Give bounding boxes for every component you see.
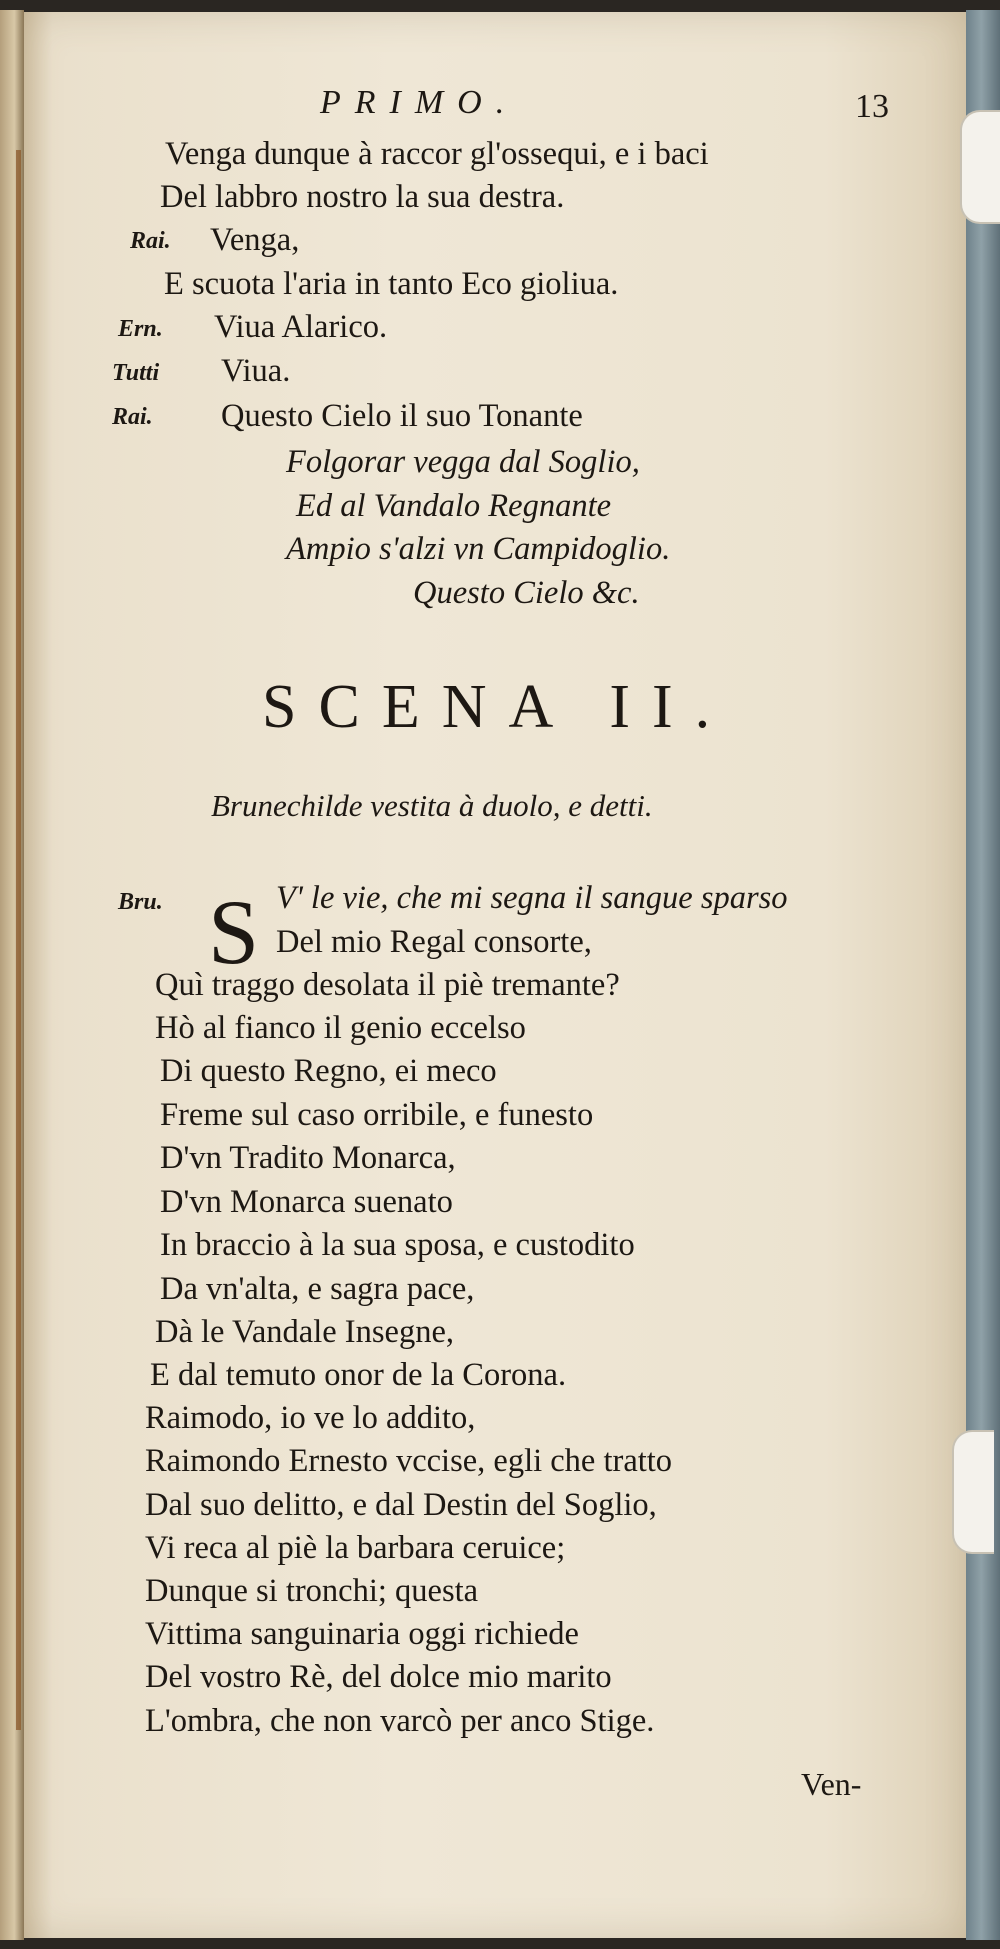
speech-line: E dal temuto onor de la Corona. xyxy=(150,1357,567,1393)
speaker-label: Tutti xyxy=(112,360,160,386)
speech-line: In braccio à la sua sposa, e custodito xyxy=(160,1227,635,1263)
speech-line: Dà le Vandale Insegne, xyxy=(155,1314,455,1350)
speech-line: D'vn Tradito Monarca, xyxy=(160,1140,456,1176)
verse-line: Del labbro nostro la sua destra. xyxy=(160,179,565,215)
binding-edge xyxy=(16,150,21,1730)
speech-line: Dunque si tronchi; questa xyxy=(145,1573,479,1609)
catchword: Ven- xyxy=(801,1766,862,1802)
drop-cap: S xyxy=(208,881,260,983)
stage-direction: Brunechilde vestita à duolo, e detti. xyxy=(211,788,653,823)
speech-line: Dal suo delitto, e dal Destin del Soglio, xyxy=(145,1487,657,1523)
speaker-label: Rai. xyxy=(130,228,171,254)
speech-line: Raimodo, io ve lo addito, xyxy=(145,1400,476,1436)
speech-line: Hò al fianco il genio eccelso xyxy=(155,1010,526,1046)
verse-line: Viua Alarico. xyxy=(214,309,388,345)
speech-line: Raimondo Ernesto vccise, egli che tratto xyxy=(145,1443,673,1479)
aria-line: Folgorar vegga dal Soglio, xyxy=(286,444,640,480)
running-title: PRIMO. xyxy=(320,84,519,121)
book-spine xyxy=(966,10,1000,1940)
speech-line: Quì traggo desolata il piè tremante? xyxy=(155,967,620,1003)
speech-line: Vittima sanguinaria oggi richiede xyxy=(145,1616,579,1652)
speech-line: L'ombra, che non varcò per anco Stige. xyxy=(145,1703,655,1739)
speech-line: Vi reca al piè la barbara ceruice; xyxy=(145,1530,566,1566)
speaker-label: Bru. xyxy=(118,889,163,915)
page-clip-top xyxy=(960,110,1000,224)
verse-line: Venga, xyxy=(210,222,300,258)
verse-line: Venga dunque à raccor gl'ossequi, e i baci xyxy=(165,136,709,172)
speaker-label: Ern. xyxy=(118,316,163,342)
verse-line: Viua. xyxy=(221,353,291,389)
speech-line: Del vostro Rè, del dolce mio marito xyxy=(145,1659,612,1695)
aria-line: Ed al Vandalo Regnante xyxy=(296,488,612,524)
speaker-label: Rai. xyxy=(112,404,153,430)
verse-line: E scuota l'aria in tanto Eco gioliua. xyxy=(164,266,619,302)
aria-line: Ampio s'alzi vn Campidoglio. xyxy=(286,531,671,567)
speech-line: Freme sul caso orribile, e funesto xyxy=(160,1097,594,1133)
speech-line: Da vn'alta, e sagra pace, xyxy=(160,1271,475,1307)
verse-line: Questo Cielo il suo Tonante xyxy=(221,398,583,434)
speech-line: Di questo Regno, ei meco xyxy=(160,1053,497,1089)
page-number: 13 xyxy=(855,88,889,125)
speech-line: Del mio Regal consorte, xyxy=(276,924,592,960)
speech-line: D'vn Monarca suenato xyxy=(160,1184,453,1220)
scene-heading: SCENA II. xyxy=(262,673,733,741)
page-clip-bottom xyxy=(952,1430,994,1554)
speech-line: V' le vie, che mi segna il sangue sparso xyxy=(276,880,788,916)
aria-line: Questo Cielo &c. xyxy=(413,575,640,611)
